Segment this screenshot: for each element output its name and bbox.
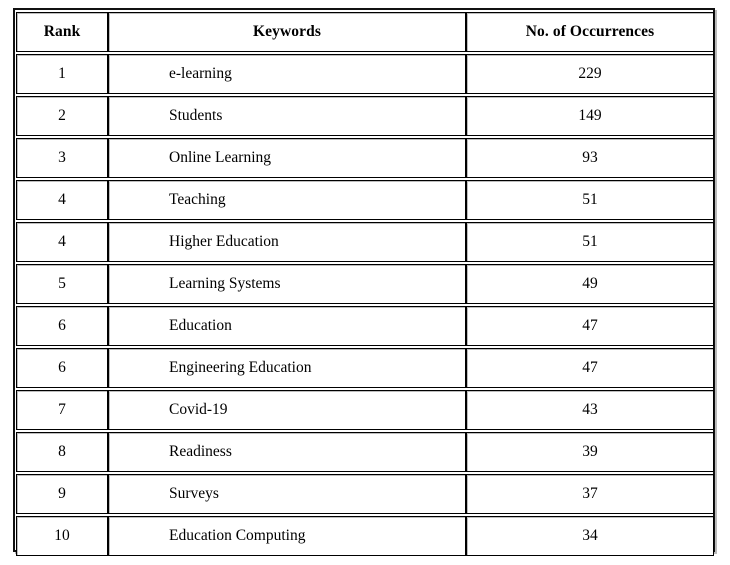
cell-rank-value: 5: [58, 274, 66, 292]
cell-occurrences: [466, 180, 714, 220]
cell-occurrences: [466, 222, 714, 262]
table-row: [16, 516, 714, 556]
cell-occurrences: [466, 432, 714, 472]
cell-rank: [16, 222, 108, 262]
cell-keyword-value: Education Computing: [169, 526, 306, 544]
cell-rank: [16, 264, 108, 304]
cell-rank-value: 7: [58, 400, 66, 418]
table-row: [16, 54, 714, 94]
column-header-occurrences: [466, 12, 714, 52]
keyword-occurrences-table-frame: [13, 8, 715, 552]
cell-keyword: [108, 390, 466, 430]
table-header-row: [16, 12, 714, 52]
cell-rank-value: 2: [58, 106, 66, 124]
cell-rank: [16, 54, 108, 94]
column-header-rank: [16, 12, 108, 52]
cell-occurrences: [466, 474, 714, 514]
cell-rank-value: 4: [58, 190, 66, 208]
cell-occurrences-value: 34: [582, 526, 598, 544]
table-row: [16, 180, 714, 220]
cell-occurrences-value: 47: [582, 358, 598, 376]
cell-keyword-value: Students: [169, 106, 223, 124]
cell-occurrences-value: 49: [582, 274, 598, 292]
cell-occurrences: [466, 96, 714, 136]
table-row: [16, 96, 714, 136]
cell-keyword-value: e-learning: [169, 64, 232, 82]
cell-occurrences-value: 51: [582, 190, 598, 208]
cell-rank-value: 6: [58, 316, 66, 334]
cell-rank: [16, 138, 108, 178]
cell-occurrences: [466, 54, 714, 94]
cell-keyword-value: Education: [169, 316, 232, 334]
cell-occurrences-value: 37: [582, 484, 598, 502]
table-row: [16, 306, 714, 346]
cell-keyword-value: Surveys: [169, 484, 219, 502]
cell-keyword: [108, 180, 466, 220]
column-header-keywords: [108, 12, 466, 52]
table-row: [16, 390, 714, 430]
cell-keyword-value: Engineering Education: [169, 358, 312, 376]
keyword-occurrences-table: [15, 10, 715, 558]
column-header-keywords-label: Keywords: [253, 22, 321, 40]
cell-occurrences-value: 229: [578, 64, 602, 82]
cell-occurrences-value: 51: [582, 232, 598, 250]
table-body: [16, 54, 714, 556]
cell-keyword: [108, 348, 466, 388]
cell-rank: [16, 390, 108, 430]
cell-keyword-value: Readiness: [169, 442, 232, 460]
column-header-rank-label: Rank: [43, 22, 81, 40]
cell-keyword: [108, 54, 466, 94]
column-header-occurrences-label: No. of Occurrences: [525, 22, 655, 40]
cell-occurrences: [466, 348, 714, 388]
cell-keyword: [108, 306, 466, 346]
table-row: [16, 348, 714, 388]
cell-keyword: [108, 516, 466, 556]
cell-rank-value: 4: [58, 232, 66, 250]
cell-rank: [16, 474, 108, 514]
cell-keyword-value: Higher Education: [169, 232, 279, 250]
cell-occurrences: [466, 306, 714, 346]
cell-keyword: [108, 96, 466, 136]
cell-occurrences: [466, 390, 714, 430]
cell-rank: [16, 432, 108, 472]
cell-keyword: [108, 138, 466, 178]
cell-rank-value: 8: [58, 442, 66, 460]
cell-keyword-value: Learning Systems: [169, 274, 281, 292]
cell-keyword-value: Teaching: [169, 190, 226, 208]
cell-occurrences-value: 93: [582, 148, 598, 166]
table-row: [16, 474, 714, 514]
cell-rank-value: 10: [54, 526, 70, 544]
cell-rank: [16, 306, 108, 346]
table-header: [16, 12, 714, 52]
cell-occurrences-value: 47: [582, 316, 598, 334]
cell-occurrences-value: 149: [578, 106, 602, 124]
cell-rank-value: 6: [58, 358, 66, 376]
cell-keyword: [108, 432, 466, 472]
cell-keyword: [108, 264, 466, 304]
cell-occurrences-value: 43: [582, 400, 598, 418]
cell-rank: [16, 348, 108, 388]
cell-occurrences-value: 39: [582, 442, 598, 460]
cell-rank-value: 1: [58, 64, 66, 82]
table-row: [16, 264, 714, 304]
cell-rank: [16, 516, 108, 556]
table-row: [16, 138, 714, 178]
cell-rank-value: 3: [58, 148, 66, 166]
cell-rank: [16, 180, 108, 220]
table-row: [16, 222, 714, 262]
table-row: [16, 432, 714, 472]
cell-occurrences: [466, 264, 714, 304]
cell-keyword: [108, 222, 466, 262]
cell-keyword-value: Covid-19: [169, 400, 228, 418]
cell-rank-value: 9: [58, 484, 66, 502]
cell-occurrences: [466, 516, 714, 556]
cell-keyword-value: Online Learning: [169, 148, 272, 166]
cell-occurrences: [466, 138, 714, 178]
cell-rank: [16, 96, 108, 136]
cell-keyword: [108, 474, 466, 514]
